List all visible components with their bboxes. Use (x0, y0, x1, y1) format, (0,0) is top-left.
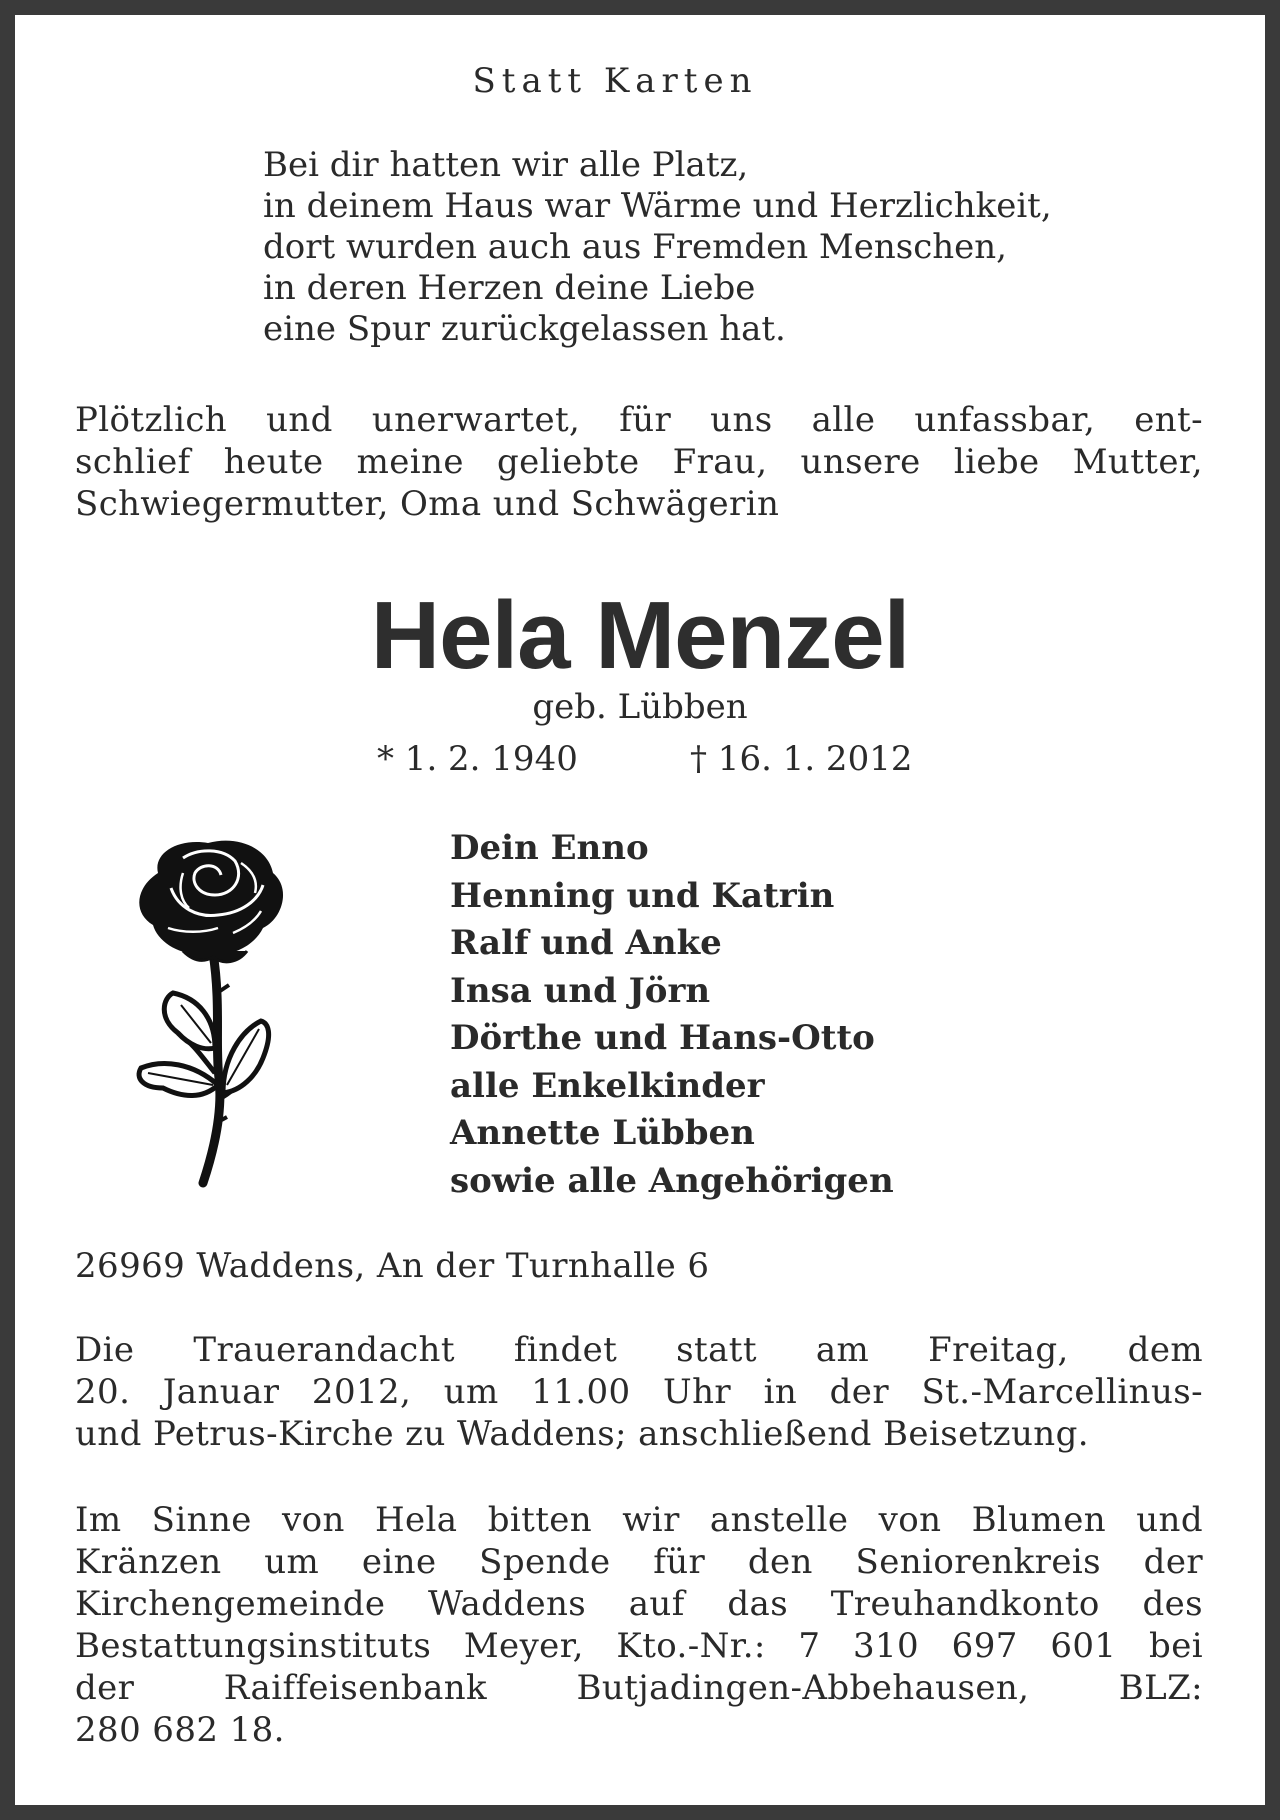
intro-paragraph (75, 399, 1203, 525)
deceased-name: Hela Menzel (370, 582, 910, 689)
poem-line: in deinem Haus war Wärme und Herzlichkeit, (263, 186, 1052, 226)
donation-line: Kränzen um eine Spende für den Seniorenkreis der (75, 1542, 1203, 1582)
service-line: Die Trauerandacht findet statt am Freitag, dem (75, 1330, 1203, 1370)
poem-line: eine Spur zurückgelassen hat. (263, 309, 786, 349)
poem (263, 145, 1052, 350)
death-date: † 16. 1. 2012 (690, 739, 913, 779)
rose-icon (123, 833, 293, 1193)
mourner: Insa und Jörn (450, 970, 711, 1011)
donation-line: 280 682 18. (75, 1710, 285, 1750)
donation-paragraph (75, 1499, 1203, 1751)
birth-date: * 1. 2. 1940 (377, 739, 578, 779)
mourner: Ralf und Anke (450, 923, 722, 963)
service-line: 20. Januar 2012, um 11.00 Uhr in der St.-Marcellinus- (75, 1372, 1203, 1412)
address-line: 26969 Waddens, An der Turnhalle 6 (75, 1246, 710, 1286)
birth-name: geb. Lübben (532, 687, 748, 727)
mourner: Dörthe und Hans-Otto (450, 1018, 875, 1058)
mourner: alle Enkelkinder (450, 1065, 765, 1106)
poem-line: dort wurden auch aus Fremden Menschen, (263, 227, 1007, 267)
mourner: sowie alle Angehörigen (450, 1160, 894, 1201)
mourner: Annette Lübben (450, 1113, 755, 1153)
service-paragraph (75, 1329, 1203, 1455)
mourner: Henning und Katrin (450, 875, 835, 916)
mourners-list (450, 825, 894, 1205)
header-statt-karten: Statt Karten (472, 61, 758, 101)
address (75, 1245, 1203, 1287)
service-line: und Petrus-Kirche zu Waddens; anschließend Beisetzung. (75, 1414, 1089, 1454)
intro-line: Plötzlich und unerwartet, für uns alle unfassbar, ent- (75, 400, 1203, 440)
obituary-notice (15, 15, 1265, 1805)
donation-line: Kirchengemeinde Waddens auf das Treuhandkonto des (75, 1584, 1203, 1624)
mourner: Dein Enno (450, 828, 649, 868)
poem-line: in deren Herzen deine Liebe (263, 268, 756, 308)
intro-line: Schwiegermutter, Oma und Schwägerin (75, 484, 780, 524)
donation-line: Im Sinne von Hela bitten wir anstelle von Blumen und (75, 1500, 1203, 1540)
donation-line: der Raiffeisenbank Butjadingen-Abbehausen, BLZ: (75, 1668, 1203, 1708)
intro-line: schlief heute meine geliebte Frau, unsere liebe Mutter, (75, 442, 1203, 482)
poem-line: Bei dir hatten wir alle Platz, (263, 145, 749, 185)
donation-line: Bestattungsinstituts Meyer, Kto.-Nr.: 7 310 697 601 bei (75, 1626, 1203, 1666)
